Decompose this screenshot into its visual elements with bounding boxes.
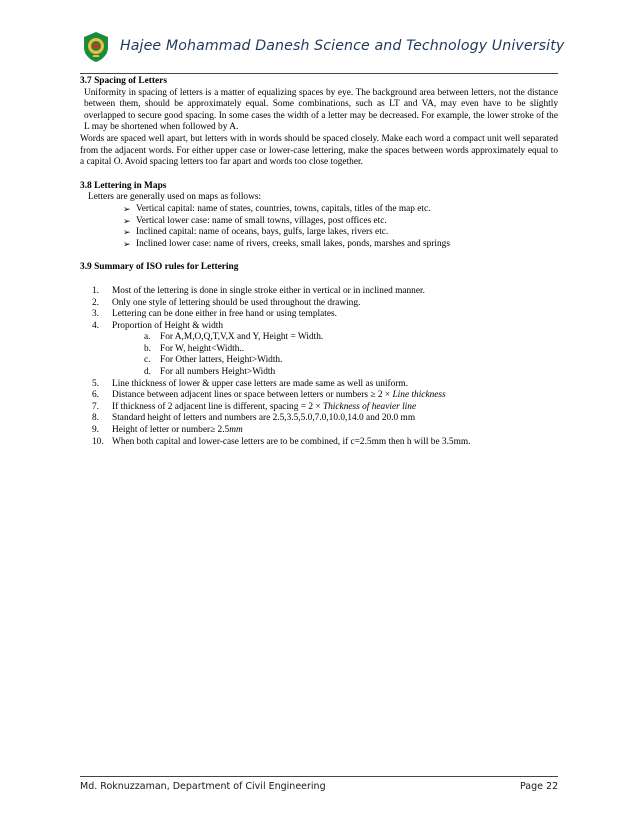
list-item: ➢ Inclined lower case: name of rivers, creeks, small lakes, ponds, marshes and springs [123, 238, 450, 249]
list-item: 7. If thickness of 2 adjacent line is different, spacing = 2 × Thickness of heavier line [92, 401, 417, 412]
iso-rules-list [80, 286, 558, 448]
page-body [80, 76, 558, 448]
sub-list-item: a. For A,M,O,Q,T,V,X and Y, Height = Width. [144, 332, 324, 343]
spacer [80, 169, 558, 181]
spacer [80, 250, 558, 262]
list-item: 2. Only one style of lettering should be used throughout the drawing. [92, 297, 361, 308]
university-title: Hajee Mohammad Danesh Science and Technology University [120, 38, 565, 54]
page-header [80, 28, 565, 72]
list-item: ➢ Vertical lower case: name of small towns, villages, post offices etc. [123, 215, 387, 226]
list-item: 3. Lettering can be done either in free hand or using templates. [92, 309, 337, 320]
arrow-bullet-icon: ➢ [123, 238, 131, 249]
arrow-bullet-icon: ➢ [123, 227, 131, 238]
math-expression: Thickness of heavier line [322, 401, 417, 412]
spacing-paragraph-1: Uniformity in spacing of letters is a matter of equalizing spaces by eye. The background area between letters, not the distance between them, should be approximately equal. Some combinations, such as LT and VA, may even have to be slightly overlapped to secure good spacing. In some cases the width of a letter may be decreased. For example, the lower stroke of the L may be shortened when followed by A. [84, 87, 558, 133]
university-logo-icon [82, 31, 110, 63]
list-item: 8. Standard height of letters and numbers are 2.5,3.5,5.0,7.0,10.0,14.0 and 20.0 mm [92, 413, 416, 424]
maps-bullet-list [80, 204, 558, 250]
header-divider [80, 73, 558, 74]
page-number: Page 22 [520, 781, 559, 792]
math-expression: Line thickness [392, 390, 446, 401]
sub-list-item: b. For W, height<Width.. [144, 343, 245, 354]
section-heading-spacing: 3.7 Spacing of Letters [80, 76, 167, 86]
footer-author: Md. Roknuzzaman, Department of Civil Engineering [80, 781, 326, 792]
footer-divider [80, 776, 558, 777]
spacer [80, 274, 558, 286]
list-item: 5. Line thickness of lower & upper case letters are made same as well as uniform. [92, 378, 409, 389]
list-item: 1. Most of the lettering is done in single stroke either in vertical or in inclined manner. [92, 285, 425, 296]
section-heading-iso: 3.9 Summary of ISO rules for Lettering [80, 262, 239, 273]
list-item: 9. Height of letter or number≥ 2.5mm [92, 425, 243, 436]
sub-list-item: c. For Other latters, Height>Width. [144, 355, 283, 366]
list-item: 10. When both capital and lower-case letters are to be combined, if c=2.5mm then h will be 3.5mm. [92, 436, 471, 447]
arrow-bullet-icon: ➢ [123, 203, 131, 214]
list-item: 4. Proportion of Height & width a. For A,M,O,Q,T,V,X and Y, Height = Width. b. For W, height<Width.. c. For Other latters, Height>Width. d. For all numbers Height>Width [92, 321, 558, 379]
spacing-paragraph-2: Words are spaced well apart, but letters with in words should be spaced closely. Make each word a compact unit well separated from the adjacent words. For either upper case or lower-case lettering, make the spaces between words approximately equal to a capital O. Avoid spacing letters too far apart and words too close together. [80, 133, 558, 168]
maps-intro: Letters are generally used on maps as follows: [88, 192, 262, 203]
sub-list-item: d. For all numbers Height>Width [144, 367, 276, 378]
proportion-sub-list [112, 332, 558, 378]
list-item: 6. Distance between adjacent lines or space between letters or numbers ≥ 2 × Line thickness [92, 390, 446, 401]
list-item: ➢ Vertical capital: name of states, countries, towns, capitals, titles of the map etc. [123, 203, 431, 214]
section-heading-maps: 3.8 Lettering in Maps [80, 180, 167, 191]
arrow-bullet-icon: ➢ [123, 215, 131, 226]
list-item: ➢ Inclined capital: name of oceans, bays, gulfs, large lakes, rivers etc. [123, 227, 389, 238]
math-expression: mm [229, 425, 243, 436]
